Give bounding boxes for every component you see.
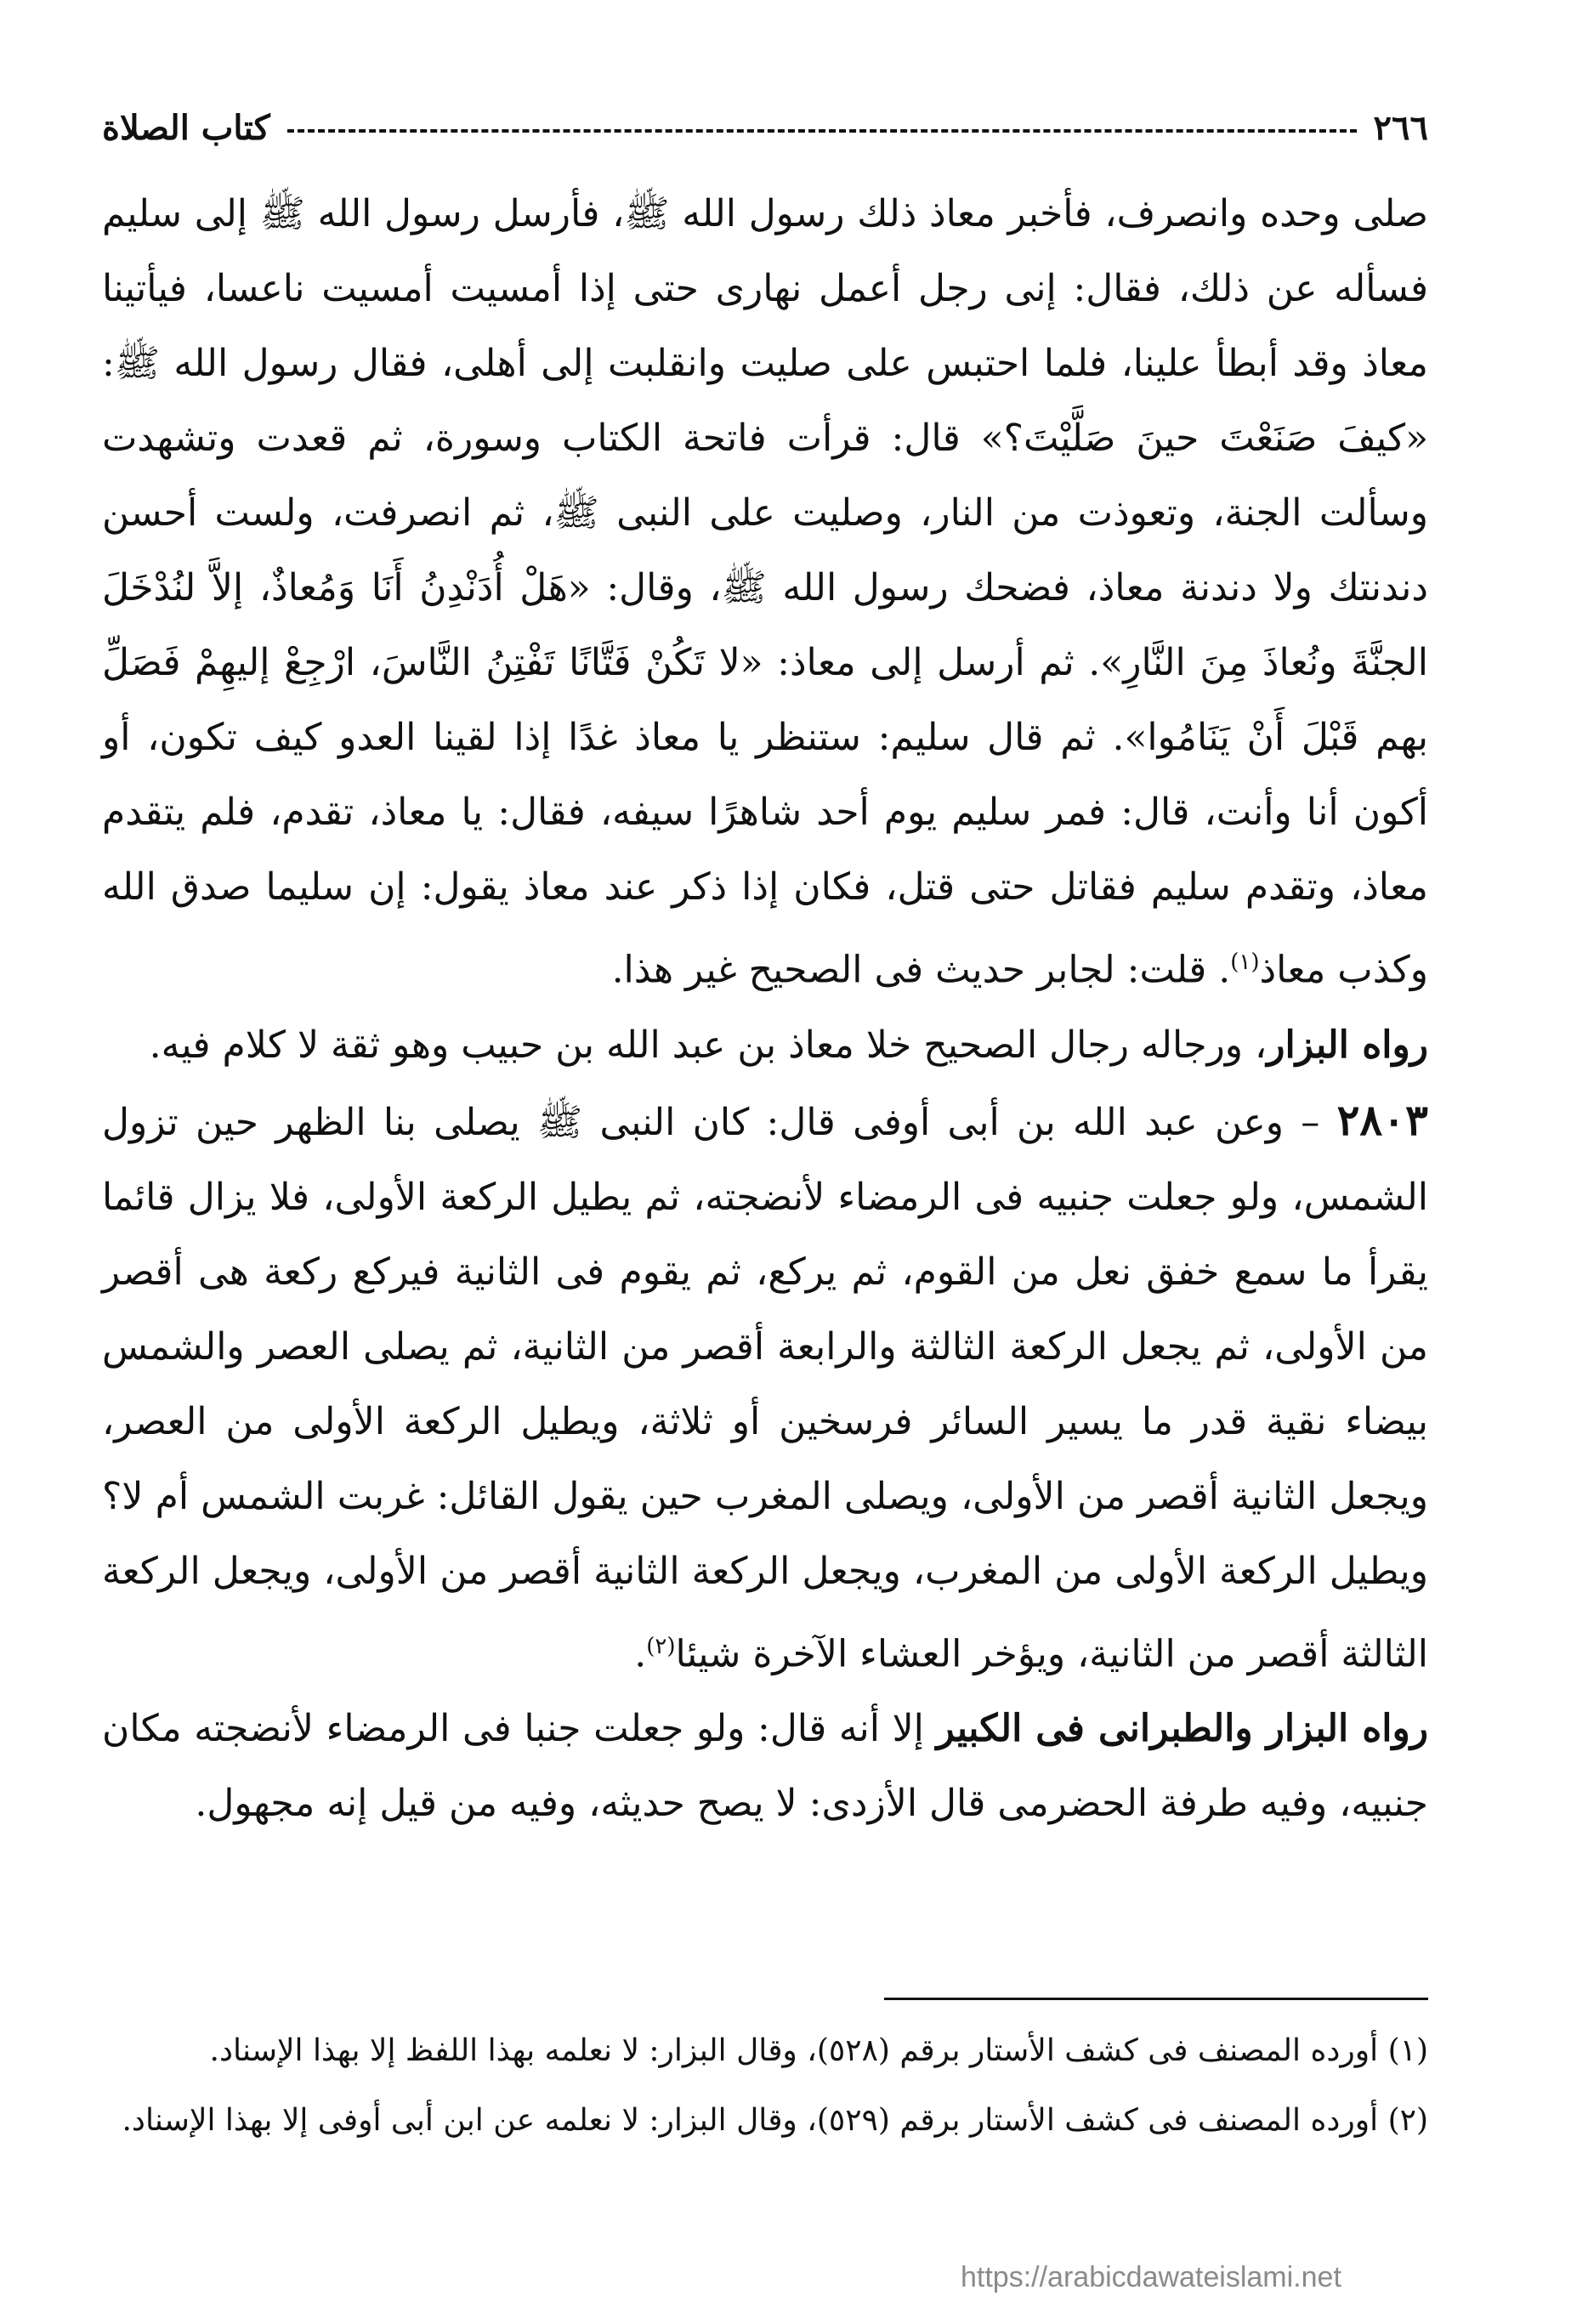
narrator-label: رواه البزار [1267,1023,1428,1067]
watermark-url: https://arabicdawateislami.net [961,2261,1341,2293]
page-header [102,94,1428,162]
paragraph-text: إلا أنه قال: ولو جعلت جنبا فى الرمضاء لأنضجته مكان جنبيه، وفيه طرفة الحضرمى قال الأزدى: لا يصح حديثه، وفيه من قيل إنه مجهول. [102,1707,1428,1826]
paragraph-text: صلى وحده وانصرف، فأخبر معاذ ذلك رسول الله ﷺ، فأرسل رسول الله ﷺ إلى سليم فسأله عن ذلك، فقال: إنى رجل أعمل نهارى حتى إذا أمسيت أمسيت ناعسا، فيأتينا معاذ وقد أبطأ علينا، فلما احتبس على صليت وانقلبت إلى أهلى، فقال رسول الله ﷺ: «كيفَ صَنَعْتَ حينَ صَلَّيْتَ؟» قال: قرأت فاتحة الكتاب وسورة، ثم قعدت وتشهدت وسألت الجنة، وتعوذت من النار، وصليت على النبى ﷺ، ثم انصرفت، ولست أحسن دندنتك ولا دندنة معاذ، فضحك رسول الله ﷺ، وقال: «هَلْ أُدَنْدِنُ أَنَا وَمُعاذٌ، إلاَّ لنُدْخَلَ الجنَّةَ ونُعاذَ مِنَ النَّارِ». ثم أرسل إلى معاذ: «لا تَكُنْ فَتَّانًا تَفْتِنُ النَّاسَ، ارْجِعْ إليهِمْ فَصَلِّ بهم قَبْلَ أَنْ يَنَامُوا». ثم قال سليم: ستنظر يا معاذ غدًا إذا لقينا العدو كيف تكون، أو أكون أنا وأنت، قال: فمر سليم يوم أحد شاهرًا سيفه، فقال: يا معاذ، تقدم، فلم يتقدم معاذ، وتقدم سليم فقاتل حتى قتل، فكان إذا ذكر عند معاذ يقول: إن سليما صدق الله وكذب معاذ [102,192,1428,992]
footnote-2: (٢) أورده المصنف فى كشف الأستار برقم (٥٢٩)، وقال البزار: لا نعلمه عن ابن أبى أوفى إلا بهذا الإسناد. [122,2103,1428,2138]
footnote-ref-1: (١) [1230,949,1260,975]
main-text [102,177,1428,1841]
paragraph-hadith-2803 [102,1083,1428,1692]
book-title: كتاب الصلاة [102,107,270,148]
paragraph-narration-note-2 [102,1692,1428,1841]
paragraph-narration-note-1 [102,1008,1428,1083]
paragraph-text: – وعن عبد الله بن أبى أوفى قال: كان النبى ﷺ يصلى بنا الظهر حين تزول الشمس، ولو جعلت جنبيه فى الرمضاء لأنضجته، ثم يطيل الركعة الأولى، فلا يزال قائما يقرأ ما سمع خفق نعل من القوم، ثم يركع، ثم يقوم فى الثانية فيركع ركعة هى أقصر من الأولى، ثم يجعل الركعة الثالثة والرابعة أقصر من الثانية، ثم يصلى العصر والشمس بيضاء نقية قدر ما يسير السائر فرسخين أو ثلاثة، ويطيل الركعة الأولى من العصر، ويجعل الثانية أقصر من الأولى، ويصلى المغرب حين يقول القائل: غربت الشمس أم لا؟ ويطيل الركعة الأولى من المغرب، ويجعل الركعة الثانية أقصر من الأولى، ويجعل الركعة الثالثة أقصر من الثانية، ويؤخر العشاء الآخرة شيئا [102,1100,1429,1676]
footnote-ref-2: (٢) [646,1633,676,1659]
paragraph-hadith-continuation [102,177,1428,1008]
book-page [102,94,1428,2270]
paragraph-tail: . [634,1632,647,1676]
hadith-number: ٢٨٠٣ [1336,1094,1428,1145]
footnote-divider [884,1998,1428,2000]
header-divider [287,129,1357,133]
paragraph-tail: . قلت: لجابر حديث فى الصحيح غير هذا. [611,948,1231,992]
paragraph-text: ، ورجاله رجال الصحيح خلا معاذ بن عبد الله بن حبيب وهو ثقة لا كلام فيه. [149,1023,1268,1067]
footnotes-section [102,1998,1428,2160]
narrator-label: رواه البزار والطبرانى فى الكبير [936,1707,1428,1751]
footnote-1: (١) أورده المصنف فى كشف الأستار برقم (٥٢٨)، وقال البزار: لا نعلمه بهذا اللفظ إلا بهذا الإسناد. [209,2033,1428,2068]
page-number: ٢٦٦ [1373,107,1428,148]
